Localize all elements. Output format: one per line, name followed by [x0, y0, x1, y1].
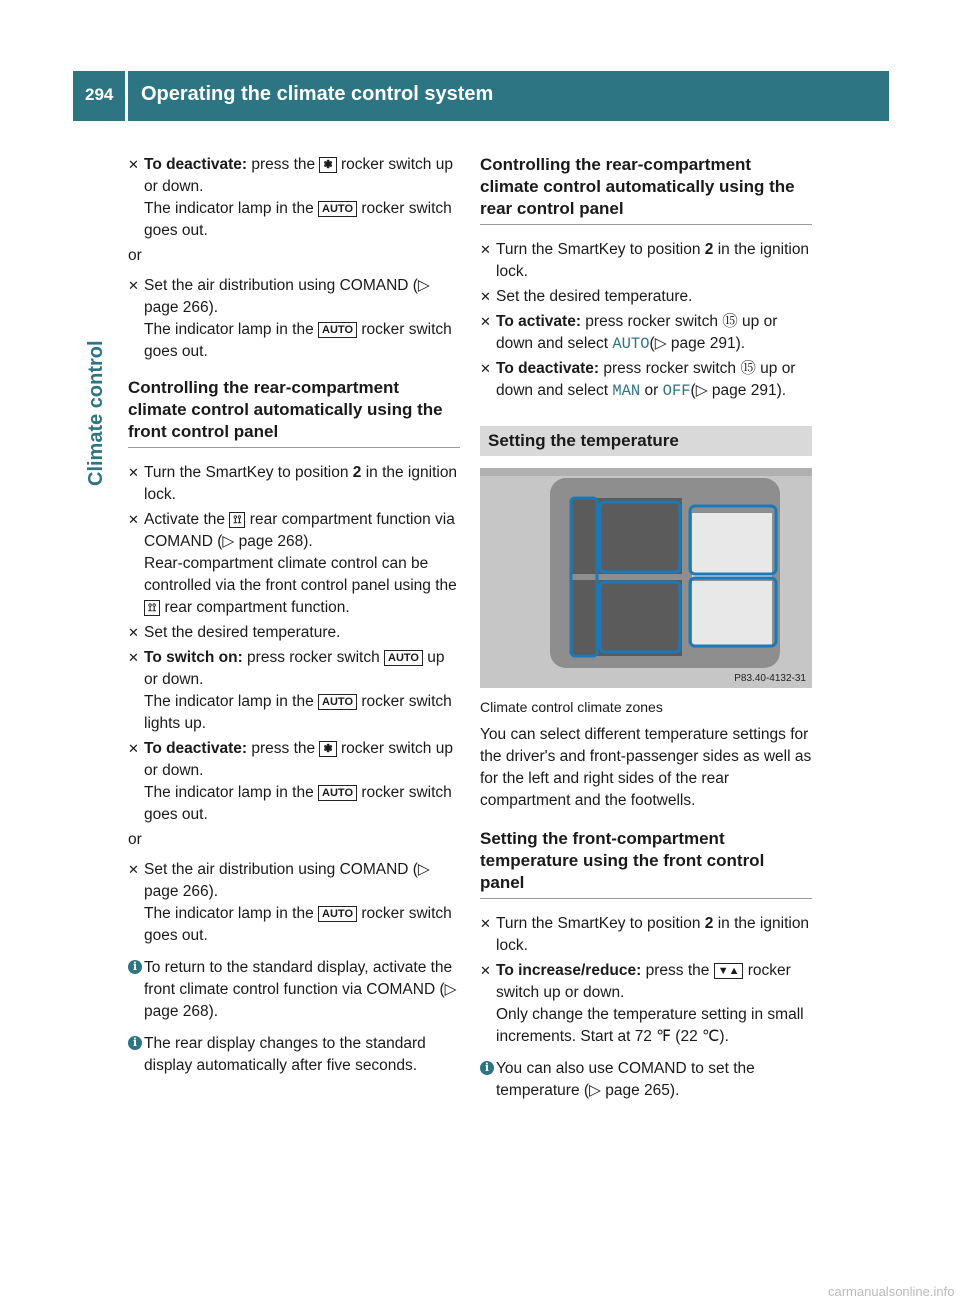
left-column — [128, 154, 460, 1087]
rear-seat-icon: ⟟⟟ — [229, 512, 245, 528]
image-caption: Climate control climate zones — [480, 699, 663, 715]
watermark: carmanualsonline.info — [828, 1284, 955, 1299]
step-activate: ✕ To activate: press rocker switch ⑮ up or down and select AUTO(▷ page 291). — [480, 313, 778, 353]
info-icon: i — [480, 1061, 494, 1075]
section-box-title: Setting the temperature — [480, 426, 812, 456]
step-smartkey: ✕ Turn the SmartKey to position 2 in the ignition lock. — [480, 915, 810, 954]
paragraph: You can select different temperature settings for the driver's and front-passenger sides as well as for the left and right sides of the rear compartment and the footwells. — [480, 726, 812, 809]
info-note: i You can also use COMAND to set the temperature (▷ page 265). — [480, 1058, 812, 1102]
header-divider — [125, 71, 128, 121]
auto-icon: AUTO — [318, 201, 357, 217]
climate-zones-image — [480, 468, 812, 688]
section-title-vertical: Climate control — [85, 340, 107, 486]
page-title: Operating the climate control system — [141, 83, 494, 105]
section-heading: Controlling the rear-compartment climate control automatically using the front control panel — [128, 377, 460, 448]
page-number: 294 — [85, 85, 114, 104]
rear-seat-icon: ⟟⟟ — [144, 600, 160, 616]
info-note: i To return to the standard display, activate the front climate control function via COMAND (▷ page 268). — [128, 957, 460, 1023]
info-note: i The rear display changes to the standard display automatically after five seconds. — [128, 1033, 460, 1077]
step-smartkey: ✕ Turn the SmartKey to position 2 in the ignition lock. — [480, 241, 810, 280]
auto-icon: AUTO — [318, 322, 357, 338]
or-text: or — [128, 831, 142, 848]
auto-icon: AUTO — [318, 694, 357, 710]
section-heading: Setting the front-compartment temperature using the front control panel — [480, 828, 812, 899]
auto-icon: AUTO — [384, 650, 423, 666]
step-deactivate: ✕ To deactivate: press rocker switch ⑮ up or down and select MAN or OFF(▷ page 291). — [480, 360, 796, 400]
step-air-distribution: ✕ Set the air distribution using COMAND (▷ page 266). The indicator lamp in the AUTO rocker switch goes out. — [128, 277, 452, 360]
image-code: P83.40-4132-31 — [734, 673, 806, 684]
right-column — [480, 154, 812, 1112]
page-header — [73, 71, 889, 121]
info-icon: i — [128, 1036, 142, 1050]
step-air-distribution-2: ✕ Set the air distribution using COMAND (▷ page 266). The indicator lamp in the AUTO rocker switch goes out. — [128, 861, 452, 944]
step-set-temperature: ✕ Set the desired temperature. — [480, 288, 693, 305]
section-heading: Controlling the rear-compartment climate control automatically using the rear control panel — [480, 154, 812, 225]
fan-icon: ❃ — [319, 157, 336, 173]
step-activate-rear: ✕ Activate the ⟟⟟ rear compartment function via COMAND (▷ page 268). Rear-compartment climate control can be controlled via the front control panel using the ⟟⟟ rear compartment function. — [128, 511, 457, 616]
step-increase-reduce: ✕ To increase/reduce: press the ▼▲ rocker switch up or down. Only change the temperature setting in small increments. Start at 72 ℉ (22 ℃). — [480, 962, 804, 1045]
step-switch-on: ✕ To switch on: press rocker switch AUTO up or down. The indicator lamp in the AUTO rocker switch lights up. — [128, 649, 452, 732]
up-down-icon: ▼▲ — [714, 963, 744, 979]
right-margin — [859, 121, 890, 1302]
step-smartkey: ✕ Turn the SmartKey to position 2 in the ignition lock. — [128, 464, 458, 503]
info-icon: i — [128, 960, 142, 974]
step-deactivate: ✕ To deactivate: press the ❃ rocker switch up or down. The indicator lamp in the AUTO rocker switch goes out. — [128, 156, 453, 239]
step-deactivate-2: ✕ To deactivate: press the ❃ rocker switch up or down. The indicator lamp in the AUTO rocker switch goes out. — [128, 740, 453, 823]
auto-icon: AUTO — [318, 906, 357, 922]
or-text: or — [128, 247, 142, 264]
fan-icon: ❃ — [319, 741, 336, 757]
step-set-temperature: ✕ Set the desired temperature. — [128, 624, 341, 641]
car-topview-illustration — [480, 468, 812, 688]
auto-icon: AUTO — [318, 785, 357, 801]
